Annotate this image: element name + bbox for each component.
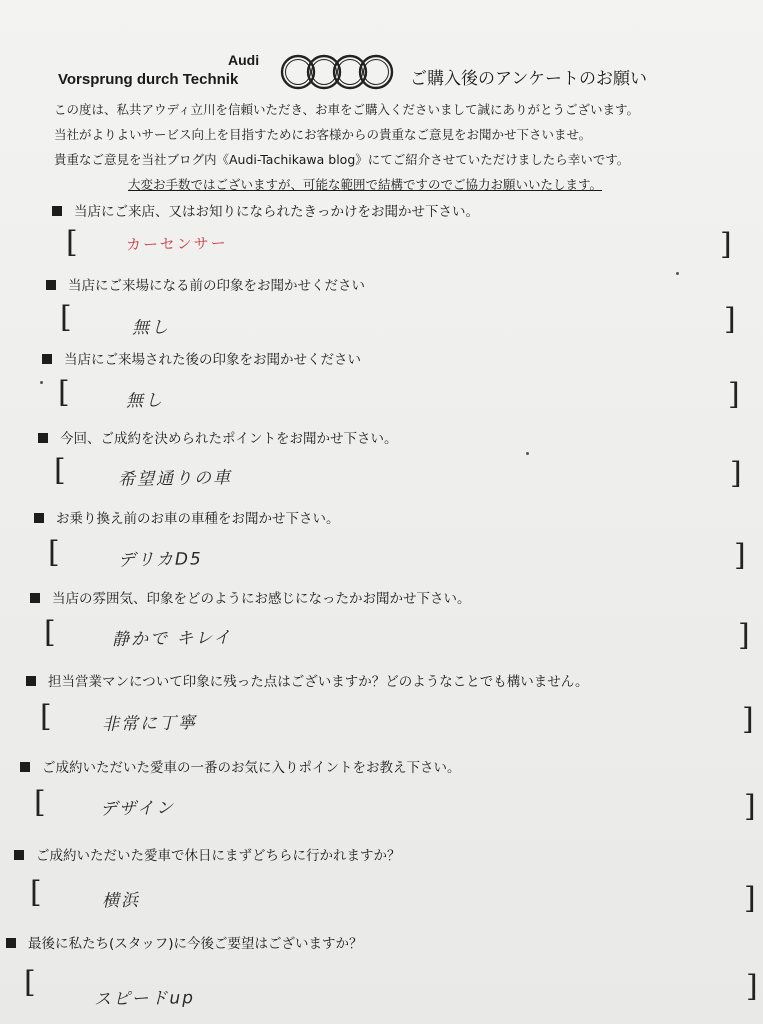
question-text: 当店の雰囲気、印象をどのようにお感じになったかお聞かせ下さい。	[52, 591, 471, 607]
question-10	[6, 932, 363, 952]
question-text: ご成約いただいた愛車で休日にまずどちらに行かれますか？	[36, 848, 401, 864]
question-6	[30, 587, 471, 607]
answer-5: デリカD5	[117, 549, 203, 571]
question-text: 当店にご来場された後の印象をお聞かせください	[64, 352, 361, 368]
brand-slogan: Vorsprung durch Technik	[58, 71, 239, 88]
paper-speck	[526, 452, 529, 455]
question-7	[26, 670, 589, 690]
close-bracket: ]	[742, 702, 754, 737]
answer-9: 横浜	[101, 890, 141, 912]
question-text: 今回、ご成約を決められたポイントをお聞かせ下さい。	[60, 431, 398, 447]
open-bracket: [	[40, 699, 52, 734]
bullet-square-icon	[34, 513, 44, 523]
question-text: 当店にご来店、又はお知りになられたきっかけをお聞かせ下さい。	[74, 204, 479, 220]
question-text: 最後に私たち(スタッフ)に今後ご要望はございますか？	[28, 936, 363, 952]
open-bracket: [	[34, 785, 46, 820]
bullet-square-icon	[52, 206, 62, 216]
answer-1: カーセンサー	[125, 234, 228, 254]
answer-7: 非常に丁寧	[101, 713, 198, 735]
bullet-square-icon	[30, 593, 40, 603]
open-bracket: [	[54, 453, 66, 488]
bullet-square-icon	[6, 938, 16, 948]
open-bracket: [	[66, 225, 78, 260]
intro-line: この度は、私共アウディ立川を信頼いただき、お車をご購入くださいまして誠にありがとうございます。	[54, 102, 640, 117]
paper-speck	[40, 381, 43, 384]
close-bracket: ]	[744, 789, 756, 824]
audi-rings-logo	[278, 52, 398, 92]
close-bracket: ]	[734, 538, 746, 573]
close-bracket: ]	[724, 302, 736, 337]
bullet-square-icon	[26, 676, 36, 686]
question-text: 当店にご来場になる前の印象をお聞かせください	[68, 278, 365, 294]
open-bracket: [	[48, 535, 60, 570]
bullet-square-icon	[46, 280, 56, 290]
bullet-square-icon	[42, 354, 52, 364]
question-3	[42, 348, 361, 368]
cooperation-notice: 大変お手数ではございますが、可能な範囲で結構ですのでご協力お願いいたします。	[128, 177, 603, 192]
answer-8: デザイン	[99, 798, 176, 820]
open-bracket: [	[44, 615, 56, 650]
question-8	[20, 756, 461, 776]
document-title: ご購入後のアンケートのお願い	[410, 69, 647, 89]
answer-2: 無し	[131, 317, 171, 339]
open-bracket: [	[30, 875, 42, 910]
question-5	[34, 507, 340, 527]
question-9	[14, 844, 401, 864]
open-bracket: [	[60, 300, 72, 335]
intro-line: 貴重なご意見を当社ブログ内《Audi-Tachikawa blog》にてご紹介させていただけましたら幸いです。	[54, 152, 630, 167]
question-text: ご成約いただいた愛車の一番のお気に入りポイントをお教え下さい。	[42, 760, 461, 776]
answer-10: スピードup	[93, 988, 196, 1010]
question-2	[46, 274, 365, 294]
paper-speck	[676, 272, 679, 275]
question-text: 担当営業マンについて印象に残った点はございますか？どのようなことでも構いません。	[48, 674, 589, 690]
answer-4: 希望通りの車	[117, 468, 233, 490]
answer-3: 無し	[125, 390, 165, 412]
bullet-square-icon	[38, 433, 48, 443]
close-bracket: ]	[720, 227, 732, 262]
bullet-square-icon	[14, 850, 24, 860]
answer-6: 静かで キレイ	[111, 627, 233, 651]
question-text: お乗り換え前のお車の車種をお聞かせ下さい。	[56, 511, 340, 527]
bullet-square-icon	[20, 762, 30, 772]
intro-line: 当社がよりよいサービス向上を目指すためにお客様からの貴重なご意見をお聞かせ下さいませ。	[54, 127, 592, 142]
audi-brand-text: Audi	[228, 52, 260, 68]
close-bracket: ]	[730, 456, 742, 491]
open-bracket: [	[24, 965, 36, 1000]
close-bracket: ]	[728, 377, 740, 412]
close-bracket: ]	[744, 881, 756, 916]
open-bracket: [	[58, 375, 70, 410]
question-1	[52, 200, 479, 220]
question-4	[38, 427, 398, 447]
close-bracket: ]	[746, 969, 758, 1004]
close-bracket: ]	[738, 618, 750, 653]
